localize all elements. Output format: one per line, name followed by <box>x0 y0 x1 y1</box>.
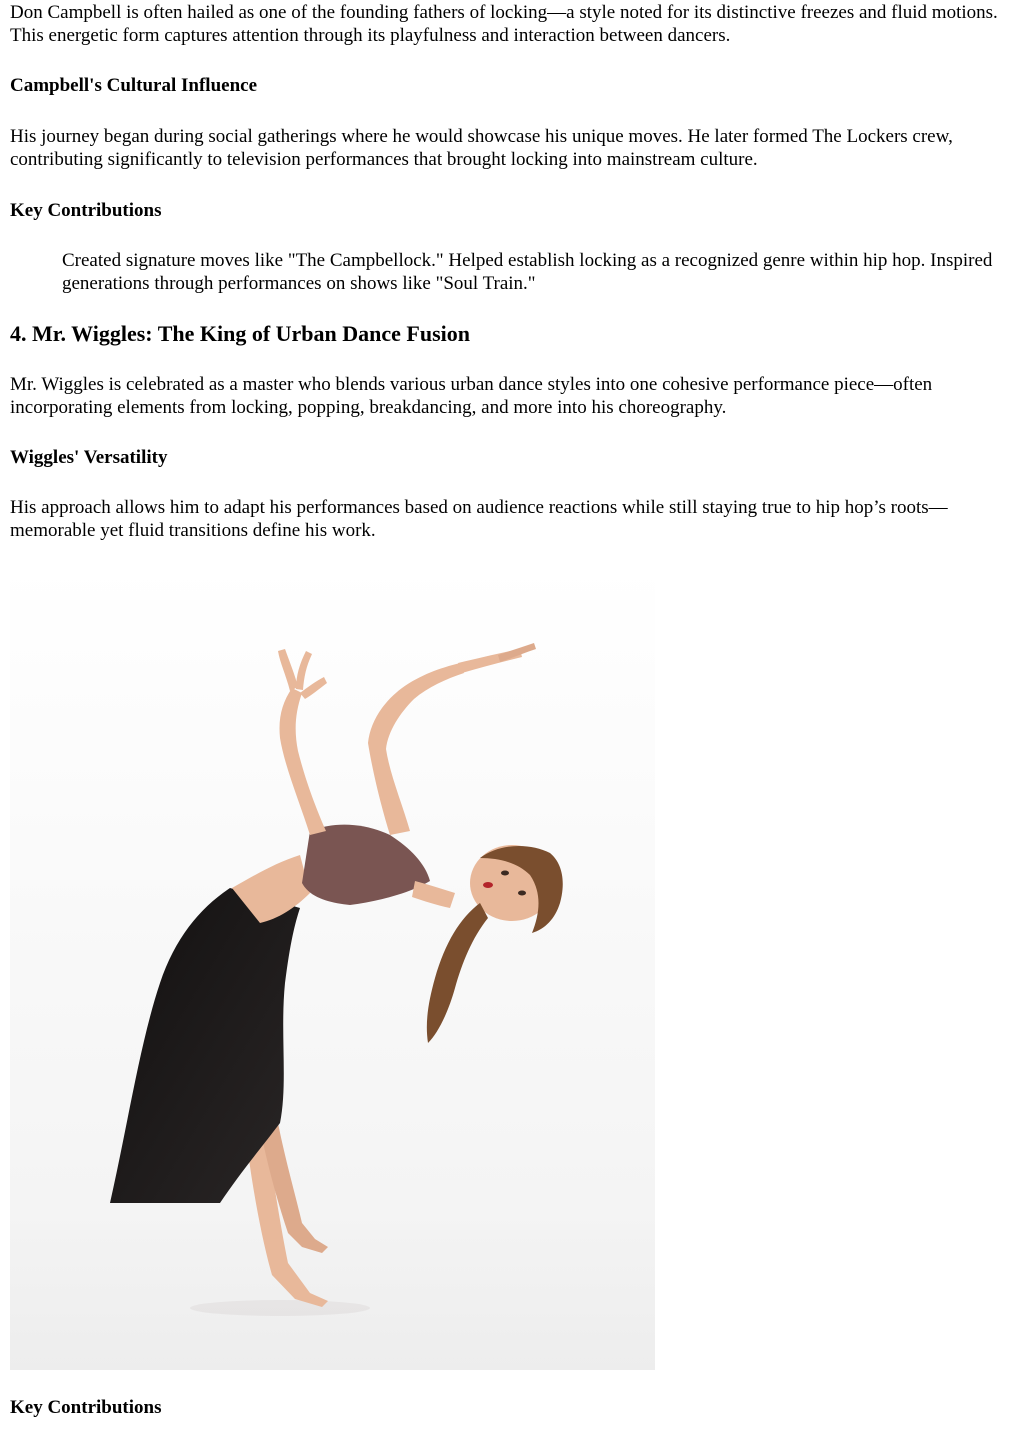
dancer-photo <box>10 563 655 1370</box>
wiggles-versatility-paragraph: His approach allows him to adapt his performances based on audience reactions while still staying true to hip hop’s roots—memorable yet fluid transitions define his work. <box>10 497 948 541</box>
campbell-contributions-heading: Key Contributions <box>10 200 162 221</box>
campbell-contributions-list: Created signature moves like "The Campbellock." Helped establish locking as a recognized genre within hip hop. Inspired generations through performances on shows like "Soul Train." <box>62 250 993 294</box>
dancer-illustration <box>10 563 655 1370</box>
wiggles-versatility-heading: Wiggles' Versatility <box>10 447 168 468</box>
wiggles-section-heading: 4. Mr. Wiggles: The King of Urban Dance Fusion <box>10 321 471 346</box>
campbell-influence-heading: Campbell's Cultural Influence <box>10 75 258 96</box>
campbell-intro-paragraph: Don Campbell is often hailed as one of the founding fathers of locking—a style noted for its distinctive freezes and fluid motions. This energetic form captures attention through its playfulness and interaction between dancers. <box>10 2 998 46</box>
campbell-influence-paragraph: His journey began during social gatherings where he would showcase his unique moves. He later formed The Lockers crew, contributing significantly to television performances that brought locking into mainstream culture. <box>10 126 953 170</box>
wiggles-intro-paragraph: Mr. Wiggles is celebrated as a master who blends various urban dance styles into one cohesive performance piece—often incorporating elements from locking, popping, breakdancing, and more into his choreography. <box>10 374 933 418</box>
wiggles-contributions-heading: Key Contributions <box>10 1397 162 1418</box>
